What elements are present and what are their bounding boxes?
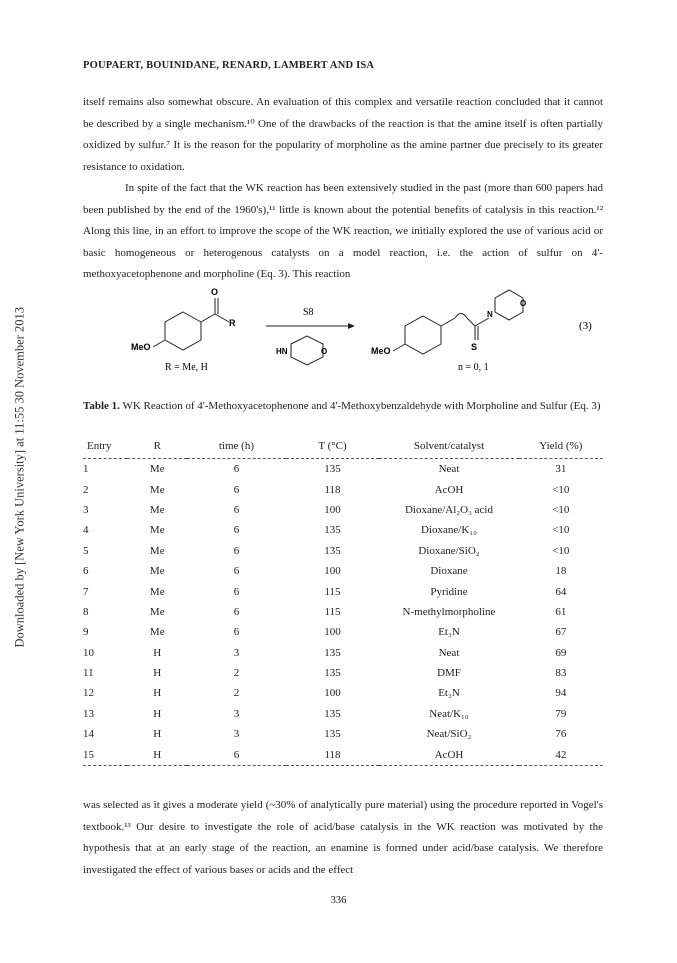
table-row	[83, 663, 603, 683]
table-cell: 100	[324, 565, 341, 578]
table-cell: 6	[233, 503, 240, 516]
table-cell: 3	[233, 646, 240, 659]
table-cell: AcOH	[379, 744, 518, 765]
morpholine-structure	[291, 336, 323, 365]
table-cell: Me	[149, 544, 165, 557]
table-cell: 1	[83, 463, 89, 476]
table-cell: <10	[552, 524, 570, 537]
table-row	[83, 683, 603, 703]
table-row	[83, 520, 603, 540]
col-solvent: Solvent/catalyst	[379, 434, 518, 459]
table-cell: 135	[324, 463, 341, 476]
col-entry: Entry	[83, 434, 127, 459]
table-cell: 6	[83, 565, 89, 578]
table-row	[83, 643, 603, 663]
equation-number: (3)	[579, 320, 592, 332]
table-cell: 15	[83, 744, 127, 765]
table-cell: 3	[233, 707, 240, 720]
table-cell: Pyridine	[430, 585, 468, 598]
table-cell: Dioxane/SiO₂	[418, 544, 480, 557]
paragraph-1	[83, 92, 603, 178]
table-cell: Neat	[438, 646, 460, 659]
table-cell: Dioxane/Al₂O₃ acid	[404, 503, 493, 516]
table-cell: 6	[233, 463, 240, 476]
table-cell: <10	[552, 503, 570, 516]
table-row	[83, 602, 603, 622]
table-cell: <10	[552, 483, 570, 496]
page-number: 336	[330, 895, 347, 906]
table-cell: H	[127, 744, 187, 765]
table-cell: 6	[187, 744, 285, 765]
table-cell: 6	[233, 483, 240, 496]
download-watermark: Downloaded by [New York University] at 11:55 30 November 2013	[12, 307, 27, 648]
table-cell: AcOH	[434, 483, 464, 496]
table-cell: Me	[149, 626, 165, 639]
reactant-meo-label: MeO	[131, 342, 151, 352]
table-cell: 6	[233, 605, 240, 618]
results-table	[83, 434, 603, 766]
reactant-caption: R = Me, H	[165, 362, 208, 373]
table-cell: 69	[555, 646, 567, 659]
table-row	[83, 622, 603, 642]
table-cell: 100	[324, 687, 341, 700]
table-cell: Neat/SiO₂	[426, 728, 472, 741]
table-cell: N-methylmorpholine	[402, 605, 496, 618]
table-cell: 42	[519, 744, 603, 765]
table-cell: 2	[233, 687, 240, 700]
reagent-s8: S8	[303, 307, 314, 318]
table-cell: 118	[286, 744, 380, 765]
reaction-scheme	[83, 282, 603, 377]
table-cell: 2	[83, 483, 89, 496]
table-row	[83, 541, 603, 561]
table-cell: 115	[324, 585, 341, 598]
table-cell: Me	[149, 463, 165, 476]
table-cell: 3	[233, 728, 240, 741]
product-s-label: S	[471, 342, 478, 352]
product-meo-label: MeO	[371, 346, 391, 356]
table-caption	[83, 398, 603, 414]
table-cell: Et₃N	[438, 687, 460, 700]
reactant-structure	[153, 298, 229, 350]
table-cell: DMF	[437, 667, 461, 680]
table-cell: 8	[83, 605, 89, 618]
table-cell: 2	[233, 667, 240, 680]
table-cell: 79	[555, 707, 567, 720]
table-cell: H	[153, 646, 162, 659]
reactant-o-label: O	[211, 287, 219, 297]
table-row	[83, 724, 603, 744]
table-cell: Me	[149, 605, 165, 618]
table-cell: 5	[83, 544, 89, 557]
paragraph-3	[83, 795, 603, 881]
table-cell: 135	[324, 646, 341, 659]
product-n-label: N	[487, 310, 493, 319]
table-cell: 135	[324, 728, 341, 741]
product-caption: n = 0, 1	[458, 362, 489, 373]
table-cell: 115	[324, 605, 341, 618]
table-cell: Me	[149, 565, 165, 578]
morpholine-o-label: O	[321, 347, 328, 356]
table-cell: 100	[324, 626, 341, 639]
table-cell: 118	[324, 483, 341, 496]
table-cell: Me	[149, 524, 165, 537]
paragraph-2-text: In spite of the fact that the WK reaction has been extensively studied in the past (more than 600 papers had been published by the end of the 1960's),¹¹ little is known about the potential benefits of catalysis in this reaction.¹² Along this line, in an effort to improve the scope of the WK reaction, we initially explored the use of various acid or basic homogeneous or heterogenous catalysts on a model reaction, i.e. the action of sulfur on 4'-methoxyacetophenone and morpholine (Eq. 3). This reaction	[83, 182, 603, 280]
col-yield: Yield (%)	[519, 434, 603, 459]
table-cell: 12	[83, 687, 94, 700]
table-row	[83, 479, 603, 499]
table-caption-text: WK Reaction of 4'-Methoxyacetophenone and 4'-Methoxybenzaldehyde with Morpholine and Sulfur (Eq. 3)	[122, 400, 601, 412]
table-row	[83, 704, 603, 724]
table-cell: 6	[233, 626, 240, 639]
table-cell: 18	[555, 565, 567, 578]
table-cell: Me	[149, 483, 165, 496]
table-cell: 6	[233, 565, 240, 578]
table-cell: 83	[555, 667, 567, 680]
table-cell: 6	[233, 544, 240, 557]
product-o-label: O	[520, 299, 527, 308]
table-row	[83, 500, 603, 520]
table-cell: 3	[83, 503, 89, 516]
table-row	[83, 561, 603, 581]
table-cell: 6	[233, 585, 240, 598]
paragraph-1-text: itself remains also somewhat obscure. An evaluation of this complex and versatile reaction concluded that it cannot be described by a single mechanism.¹⁰ One of the drawbacks of the reaction is that the amine itself is often partially oxidized by sulfur.⁷ It is the reason for the popularity of morpholine as the amine partner due precisely to its greater resistance to oxidation.	[83, 96, 603, 173]
table-cell: 135	[324, 667, 341, 680]
running-header: POUPAERT, BOUINIDANE, RENARD, LAMBERT AND ISA	[83, 60, 375, 71]
product-structure	[393, 290, 523, 354]
paragraph-3-text: was selected as it gives a moderate yield (~30% of analytically pure material) using the procedure reported in Vogel's textbook.¹³ Our desire to investigate the role of acid/base catalysis in the WK reaction was motivated by the hypothesis that at an early stage of the reaction, an enamine is formed under acid/base catalysis. We therefore investigated the effect of various bases or acids and the effect	[83, 799, 603, 876]
table-cell: H	[153, 728, 162, 741]
table-cell: 31	[555, 463, 567, 476]
table-cell: H	[153, 667, 162, 680]
table-cell: 135	[324, 524, 341, 537]
table-cell: <10	[552, 544, 570, 557]
table-cell: H	[153, 687, 162, 700]
table-cell: 13	[83, 707, 94, 720]
table-cell: 10	[83, 646, 94, 659]
col-r: R	[127, 434, 187, 459]
table-cell: Me	[149, 585, 165, 598]
table-cell: H	[153, 707, 162, 720]
table-cell: 7	[83, 585, 89, 598]
table-cell: Neat/K₁₀	[429, 707, 469, 720]
table-cell: 64	[555, 585, 567, 598]
table-row	[83, 459, 603, 480]
table-cell: 11	[83, 667, 94, 680]
table-cell: 61	[555, 605, 567, 618]
col-temp: T (°C)	[286, 434, 380, 459]
table-cell: 67	[555, 626, 567, 639]
table-cell: 4	[83, 524, 89, 537]
table-cell: Neat	[438, 463, 460, 476]
table-row	[83, 581, 603, 601]
table-cell: 6	[233, 524, 240, 537]
table-cell: Me	[149, 503, 165, 516]
table-row	[83, 744, 603, 765]
table-cell: 94	[555, 687, 567, 700]
morpholine-hn-label: HN	[276, 347, 288, 356]
paragraph-2	[83, 178, 603, 286]
table-cell: 9	[83, 626, 89, 639]
table-cell: Et₃N	[438, 626, 460, 639]
table-cell: Dioxane	[430, 565, 468, 578]
table-cell: 76	[555, 728, 567, 741]
table-caption-label: Table 1.	[83, 400, 120, 412]
table-cell: 14	[83, 728, 94, 741]
table-header-row	[83, 434, 603, 459]
table-cell: 135	[324, 544, 341, 557]
reactant-r-label: R	[229, 318, 236, 328]
table-cell: 100	[324, 503, 341, 516]
table-cell: Dioxane/K₁₀	[421, 524, 477, 537]
col-time: time (h)	[187, 434, 285, 459]
table-cell: 135	[324, 707, 341, 720]
